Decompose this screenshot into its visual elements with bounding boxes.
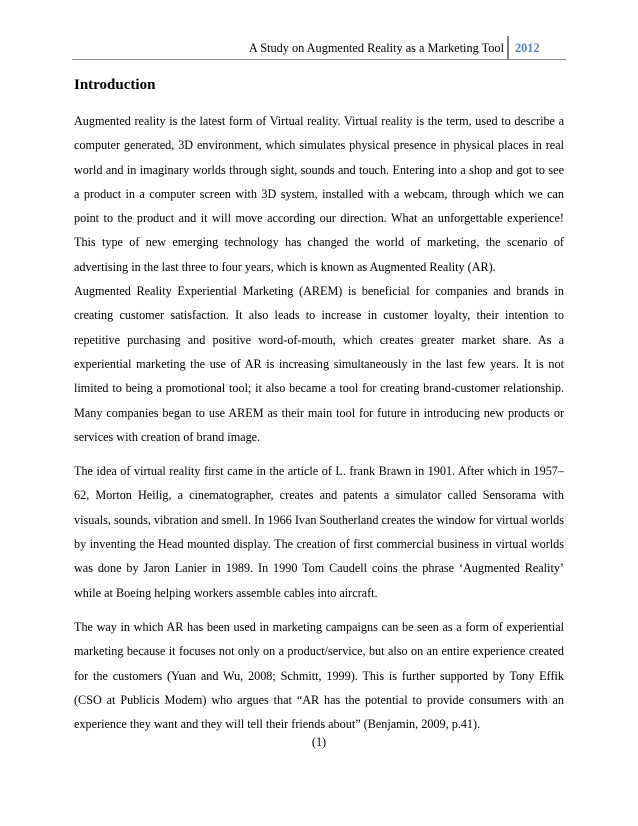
paragraph-history: The idea of virtual reality first came in the article of L. frank Brawn in 1901. After which in 1957–62, Morton Heilig, a cinematographer, creates and patents a simulator called Sensorama with visuals, sounds, vibration and smell. In 1966 Ivan Southerland creates the window for virtual worlds by inventing the Head mounted display. The creation of first commercial business in virtual worlds was done by Jaron Lanier in 1989. In 1990 Tom Caudell coins the phrase ‘Augmented Reality’ while at Boeing helping workers assemble cables into aircraft. <box>74 464 564 600</box>
main-content <box>74 69 564 736</box>
section-heading: Introduction <box>74 77 156 93</box>
paragraph-experiential: The way in which AR has been used in marketing campaigns can be seen as a form of experiential marketing because it focuses not only on a product/service, but also on an entire experience created for the customers (Yuan and Wu, 2008; Schmitt, 1999). This is further supported by Tony Effik (CSO at Publicis Modem) who argues that “AR has the potential to provide consumers with an experience they want and they will tell their friends about” (Benjamin, 2009, p.41). <box>74 619 564 732</box>
header-separator <box>507 36 509 60</box>
paragraph-arem: Augmented Reality Experiential Marketing (AREM) is beneficial for companies and brands in creating customer satisfaction. It also leads to increase in customer loyalty, their intention to repetitive purchasing and positive word-of-mouth, which creates greater market share. As a experiential marketing the use of AR is increasing simultaneously in the last few years. It is not limited to being a promotional tool; it also became a tool for creating brand-customer relationship. Many companies began to use AREM as their main tool for future in introducing new products or services with creation of brand image. <box>74 284 564 444</box>
page-number: (1) <box>311 735 327 749</box>
paragraph-intro: Augmented reality is the latest form of Virtual reality. Virtual reality is the term, used to describe a computer generated, 3D environment, which simulates physical presence in physical places in real world and in imaginary worlds through sight, sounds and touch. Entering into a shop and got to see a product in a computer screen with 3D system, installed with a webcam, through which we can point to the product and it will move according our direction. What an unforgettable experience! This type of new emerging technology has changed the world of marketing, the scenario of advertising in the last three to four years, which is known as Augmented Reality (AR). <box>74 114 564 274</box>
document-year: 2012 <box>515 41 540 55</box>
header-rule <box>72 59 566 60</box>
document-title: A Study on Augmented Reality as a Marketing Tool <box>248 41 504 55</box>
